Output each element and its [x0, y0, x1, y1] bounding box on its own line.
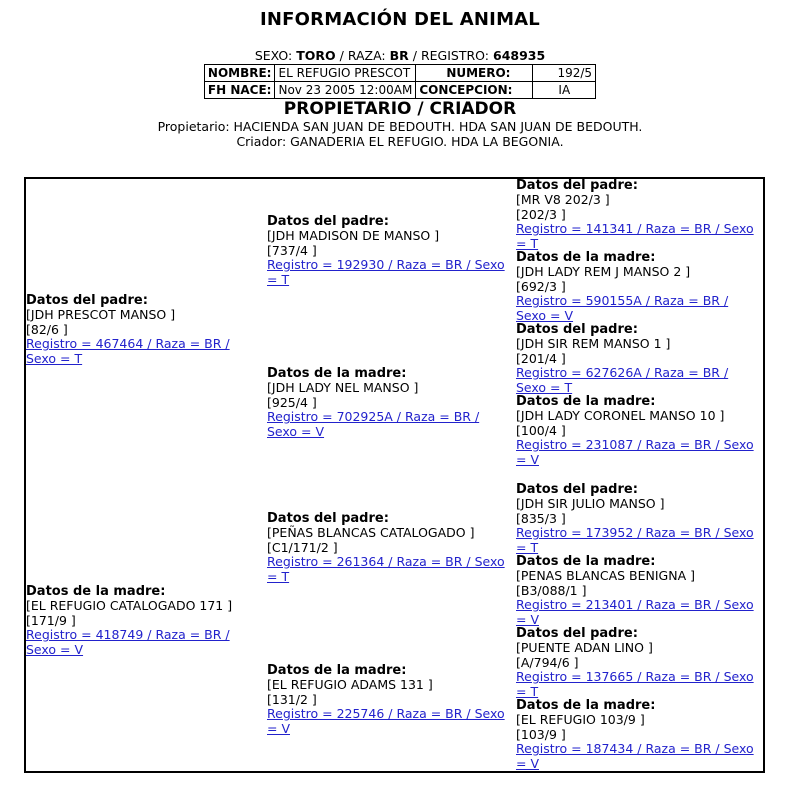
registro-link[interactable]: Registro = 261364 / Raza = BR / Sexo = T	[267, 554, 505, 584]
sexo-value: TORO	[296, 48, 336, 63]
great-grandparent-node	[516, 627, 762, 699]
node-heading: Datos del padre:	[267, 214, 389, 229]
nace-value: Nov 23 2005 12:00AM	[275, 82, 416, 99]
raza-value: BR	[389, 48, 409, 63]
animal-number: [100/4 ]	[516, 422, 566, 438]
animal-name: [JDH MADISON DE MANSO ]	[267, 228, 440, 244]
registro-link[interactable]: Registro = 467464 / Raza = BR / Sexo = T	[26, 336, 230, 366]
maternal-grandsire-node	[267, 512, 515, 584]
registro-link[interactable]: Registro = 627626A / Raza = BR / Sexo = T	[516, 365, 729, 395]
registro-link[interactable]: Registro = 590155A / Raza = BR / Sexo = V	[516, 293, 729, 323]
paternal-grandsire-node	[267, 215, 513, 287]
node-heading: Datos de la madre:	[26, 584, 166, 599]
great-grandparent-node	[516, 555, 762, 627]
animal-number: [202/3 ]	[516, 206, 566, 222]
animal-name: [PENAS BLANCAS BENIGNA ]	[516, 568, 695, 584]
animal-name: [JDH SIR REM MANSO 1 ]	[516, 336, 671, 352]
numero-label: NUMERO:	[416, 65, 533, 82]
owner-title: PROPIETARIO / CRIADOR	[283, 99, 517, 119]
registro-link[interactable]: Registro = 173952 / Raza = BR / Sexo = T	[516, 525, 754, 555]
animal-name: [JDH LADY REM J MANSO 2 ]	[516, 264, 691, 280]
animal-number: [737/4 ]	[267, 242, 317, 258]
separator: /	[335, 48, 348, 63]
node-heading: Datos del padre:	[516, 482, 638, 497]
animal-name: [JDH LADY NEL MANSO ]	[267, 380, 419, 396]
animal-number: [171/9 ]	[26, 612, 76, 628]
animal-number: [692/3 ]	[516, 278, 566, 294]
numero-value: 192/5	[533, 65, 596, 82]
animal-number: [B3/088/1 ]	[516, 582, 587, 598]
concepcion-value: IA	[533, 82, 596, 99]
sire-node	[26, 294, 256, 366]
nombre-label: NOMBRE:	[204, 65, 275, 82]
node-heading: Datos del padre:	[26, 293, 148, 308]
dam-node	[26, 585, 256, 657]
node-heading: Datos de la madre:	[267, 663, 407, 678]
registro-link[interactable]: Registro = 231087 / Raza = BR / Sexo = V	[516, 437, 754, 467]
registro-label: REGISTRO:	[420, 48, 490, 63]
registro-link[interactable]: Registro = 418749 / Raza = BR / Sexo = V	[26, 627, 230, 657]
registro-value: 648935	[493, 48, 546, 63]
animal-name: [EL REFUGIO 103/9 ]	[516, 712, 645, 728]
registro-link[interactable]: Registro = 187434 / Raza = BR / Sexo = V	[516, 741, 754, 771]
animal-number: [925/4 ]	[267, 394, 317, 410]
raza-label: RAZA:	[347, 48, 386, 63]
node-heading: Datos de la madre:	[516, 554, 656, 569]
animal-number: [A/794/6 ]	[516, 654, 579, 670]
pedigree-chart	[24, 177, 765, 773]
animal-name: [JDH SIR JULIO MANSO ]	[516, 496, 665, 512]
registro-link[interactable]: Registro = 225746 / Raza = BR / Sexo = V	[267, 706, 505, 736]
great-grandparent-node	[516, 699, 762, 771]
separator: /	[408, 48, 421, 63]
great-grandparent-node	[516, 251, 762, 323]
registro-link[interactable]: Registro = 702925A / Raza = BR / Sexo = V	[267, 409, 480, 439]
great-grandparent-node	[516, 179, 762, 251]
registro-link[interactable]: Registro = 137665 / Raza = BR / Sexo = T	[516, 669, 754, 699]
node-heading: Datos de la madre:	[516, 698, 656, 713]
page-title: INFORMACIÓN DEL ANIMAL	[260, 9, 540, 30]
animal-number: [82/6 ]	[26, 321, 68, 337]
nace-label: FH NACE:	[204, 82, 275, 99]
great-grandparent-node	[516, 483, 762, 555]
registro-link[interactable]: Registro = 192930 / Raza = BR / Sexo = T	[267, 257, 505, 287]
owner-line: Propietario: HACIENDA SAN JUAN DE BEDOUTH. HDA SAN JUAN DE BEDOUTH.	[157, 119, 643, 134]
animal-name: [EL REFUGIO ADAMS 131 ]	[267, 677, 433, 693]
animal-name: [MR V8 202/3 ]	[516, 192, 610, 208]
node-heading: Datos del padre:	[516, 322, 638, 337]
animal-number: [C1/171/2 ]	[267, 539, 338, 555]
animal-number: [835/3 ]	[516, 510, 566, 526]
breeder-line: Criador: GANADERIA EL REFUGIO. HDA LA BEGONIA.	[236, 134, 564, 149]
animal-info-table	[204, 64, 596, 99]
node-heading: Datos de la madre:	[516, 394, 656, 409]
nombre-value: EL REFUGIO PRESCOT	[275, 65, 416, 82]
animal-name: [PEÑAS BLANCAS CATALOGADO ]	[267, 525, 475, 541]
animal-number: [131/2 ]	[267, 691, 317, 707]
registro-link[interactable]: Registro = 213401 / Raza = BR / Sexo = V	[516, 597, 754, 627]
animal-summary	[0, 48, 800, 64]
registro-link[interactable]: Registro = 141341 / Raza = BR / Sexo = T	[516, 221, 754, 251]
node-heading: Datos de la madre:	[267, 366, 407, 381]
animal-name: [JDH PRESCOT MANSO ]	[26, 307, 176, 323]
sexo-label: SEXO:	[254, 48, 293, 63]
animal-name: [PUENTE ADAN LINO ]	[516, 640, 653, 656]
animal-name: [JDH LADY CORONEL MANSO 10 ]	[516, 408, 725, 424]
paternal-granddam-node	[267, 367, 507, 439]
node-heading: Datos del padre:	[516, 178, 638, 193]
node-heading: Datos de la madre:	[516, 250, 656, 265]
animal-number: [201/4 ]	[516, 350, 566, 366]
animal-number: [103/9 ]	[516, 726, 566, 742]
concepcion-label: CONCEPCION:	[416, 82, 533, 99]
node-heading: Datos del padre:	[267, 511, 389, 526]
animal-name: [EL REFUGIO CATALOGADO 171 ]	[26, 598, 233, 614]
node-heading: Datos del padre:	[516, 626, 638, 641]
great-grandparent-node	[516, 395, 762, 467]
great-grandparent-node	[516, 323, 762, 395]
maternal-granddam-node	[267, 664, 513, 736]
